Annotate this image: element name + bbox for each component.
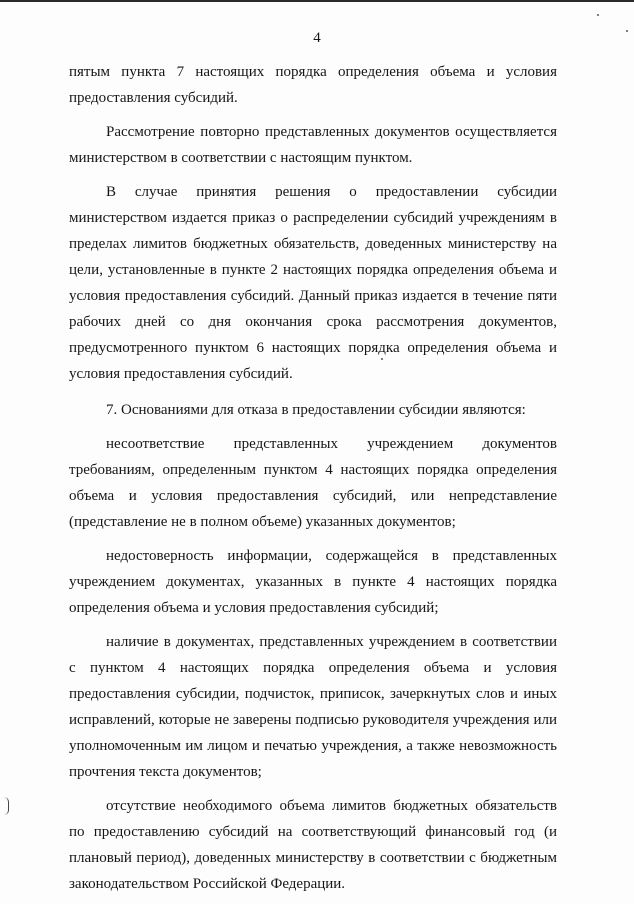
scan-margin-mark: [4, 797, 9, 815]
paragraph-clause-7-heading: 7. Основаниями для отказа в предоставлении субсидии являются:: [106, 402, 526, 418]
paragraph-continuation: пятым пункта 7 настоящих порядка определения объема и условия предоставления субсидий.: [69, 64, 557, 106]
scan-top-edge: [0, 0, 634, 2]
paragraph-refusal-unreliable-info: недостоверность информации, содержащейся в представленных учреждением документах, указанных в пункте 4 настоящих порядка определения объема и условия предоставления субсидий;: [69, 548, 557, 616]
paragraph-refusal-budget-limits: отсутствие необходимого объема лимитов бюджетных обязательств по предоставлению субсидий на соответствующий финансовый год (и плановый период), доведенных министерству в соответствии с бюджетным законодательством Российской Федерации.: [69, 798, 557, 892]
document-body: [69, 59, 557, 897]
paragraph-resubmission: Рассмотрение повторно представленных документов осуществляется министерством в соответствии с настоящим пунктом.: [69, 124, 557, 166]
scan-speck: [626, 30, 628, 32]
scan-speck: [597, 14, 599, 16]
page-number: 4: [313, 30, 321, 46]
paragraph-decision-order: В случае принятия решения о предоставлении субсидии министерством издается приказ о распределении субсидий учреждениям в пределах лимитов бюджетных обязательств, доведенных министерству на цели, установленные в пункте 2 настоящих порядка определения объема и условия предоставления субсидий. Данный приказ издается в течение пяти рабочих дней со дня окончания срока рассмотрения документов, предусмотренного пунктом 6 настоящих порядка определения объема и условия предоставления субсидий.: [69, 184, 557, 382]
scan-speck: [381, 358, 383, 360]
paragraph-refusal-noncompliance: несоответствие представленных учреждением документов требованиям, определенным пунктом 4 настоящих порядка определения объема и условия предоставления субсидий, или непредставление (представление не в полном объеме) указанных документов;: [69, 436, 557, 530]
paragraph-refusal-corrections: наличие в документах, представленных учреждением в соответствии с пунктом 4 настоящих порядка определения объема и условия предоставления субсидии, подчисток, приписок, зачеркнутых слов и иных исправлений, которые не заверены подписью руководителя учреждения или уполномоченным им лицом и печатью учреждения, а также невозможность прочтения текста документов;: [69, 634, 557, 780]
